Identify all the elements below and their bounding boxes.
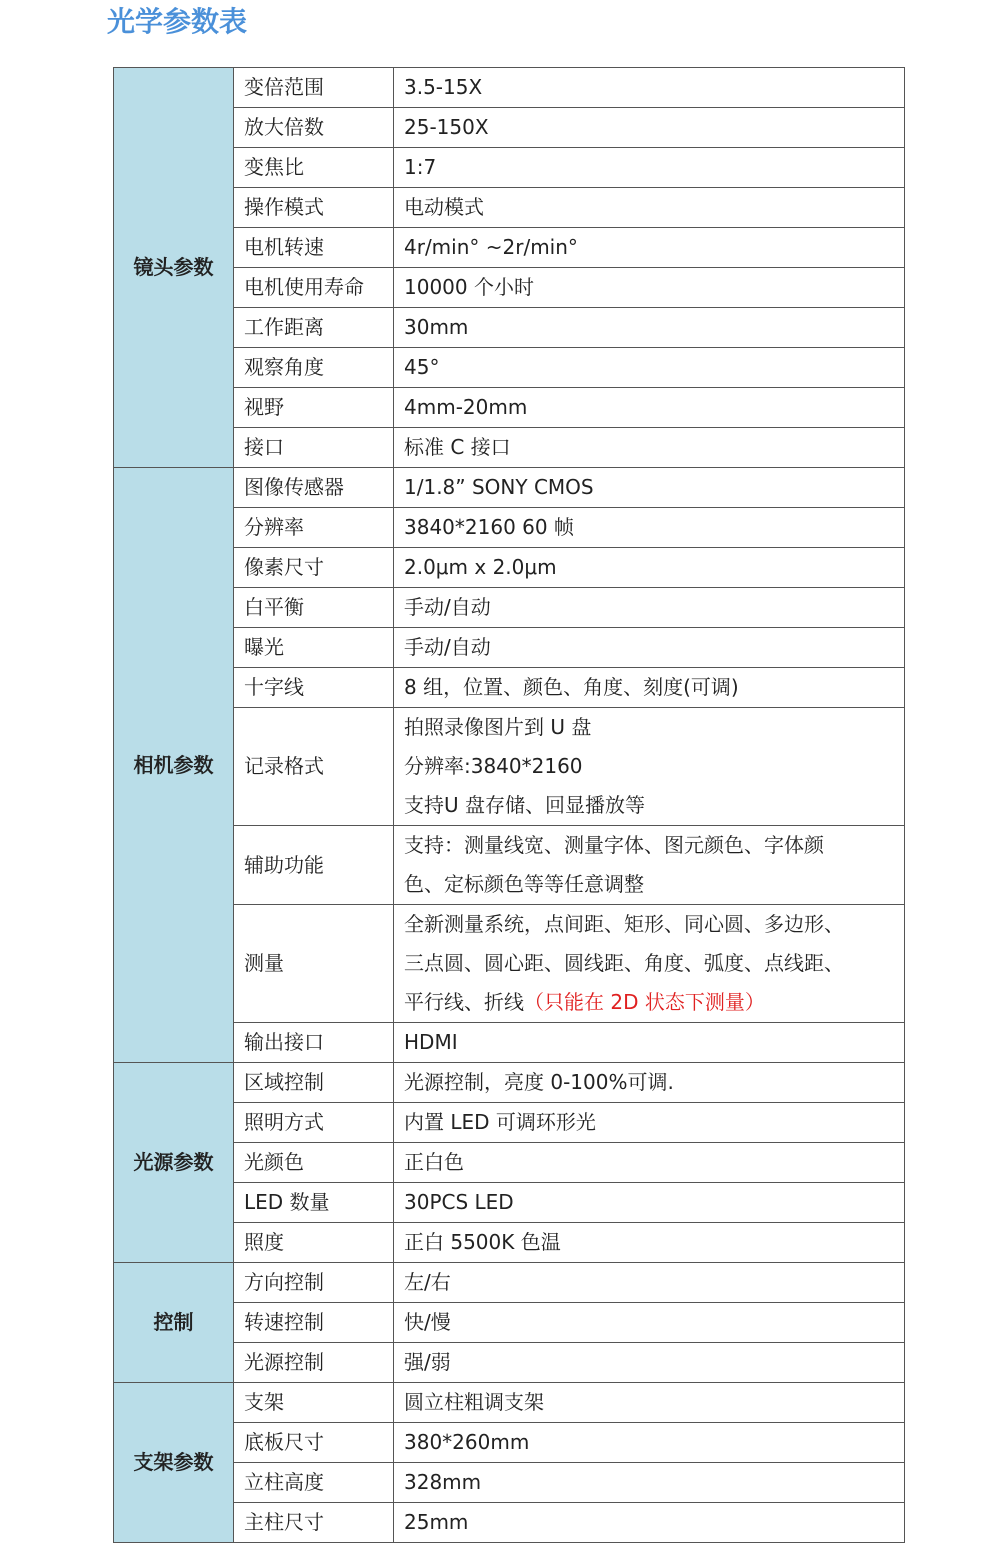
param-name: 区域控制: [234, 1063, 394, 1103]
page-title: 光学参数表: [107, 5, 248, 38]
param-name: 记录格式: [234, 708, 394, 826]
param-name: 分辨率: [234, 508, 394, 548]
param-name: 电机转速: [234, 228, 394, 268]
spec-table: [113, 67, 905, 1543]
param-name: 转速控制: [234, 1303, 394, 1343]
param-name: 观察角度: [234, 348, 394, 388]
param-value-line: 拍照录像图片到 U 盘: [404, 715, 592, 739]
param-value: 手动/自动: [394, 588, 905, 628]
param-value: 25mm: [394, 1503, 905, 1543]
group-label: 相机参数: [114, 468, 234, 1063]
param-value: 8 组，位置、颜色、角度、刻度(可调): [394, 668, 905, 708]
param-value: 30mm: [394, 308, 905, 348]
param-name: 图像传感器: [234, 468, 394, 508]
table-row: [114, 1063, 905, 1103]
param-value: 1:7: [394, 148, 905, 188]
param-name: 视野: [234, 388, 394, 428]
param-value: 正白色: [394, 1143, 905, 1183]
group-label: 镜头参数: [114, 68, 234, 468]
group-label: 支架参数: [114, 1383, 234, 1543]
param-name: LED 数量: [234, 1183, 394, 1223]
param-name: 变焦比: [234, 148, 394, 188]
spec-table-body: [114, 68, 905, 1543]
param-name: 支架: [234, 1383, 394, 1423]
param-value: 强/弱: [394, 1343, 905, 1383]
param-value: 10000 个小时: [394, 268, 905, 308]
param-value: 圆立柱粗调支架: [394, 1383, 905, 1423]
table-row: [114, 68, 905, 108]
param-value: [394, 826, 905, 905]
param-value: 电动模式: [394, 188, 905, 228]
param-name: 底板尺寸: [234, 1423, 394, 1463]
param-value-text: 平行线、折线: [404, 990, 524, 1014]
param-value: 光源控制，亮度 0-100%可调.: [394, 1063, 905, 1103]
param-value: 正白 5500K 色温: [394, 1223, 905, 1263]
group-label: 光源参数: [114, 1063, 234, 1263]
param-value-line: 分辨率:3840*2160: [404, 754, 583, 778]
param-name: 主柱尺寸: [234, 1503, 394, 1543]
measure-note: （只能在 2D 状态下测量）: [524, 990, 765, 1014]
table-row: [114, 468, 905, 508]
param-name: 输出接口: [234, 1023, 394, 1063]
param-value: 45°: [394, 348, 905, 388]
param-name: 接口: [234, 428, 394, 468]
table-row: [114, 1263, 905, 1303]
param-name: 白平衡: [234, 588, 394, 628]
param-value: 内置 LED 可调环形光: [394, 1103, 905, 1143]
param-value: 4mm-20mm: [394, 388, 905, 428]
param-name: 操作模式: [234, 188, 394, 228]
param-value: 3840*2160 60 帧: [394, 508, 905, 548]
param-value: 25-150X: [394, 108, 905, 148]
param-value-line: 全新测量系统，点间距、矩形、同心圆、多边形、: [404, 912, 844, 936]
param-name: 方向控制: [234, 1263, 394, 1303]
param-name: 照度: [234, 1223, 394, 1263]
param-value: 1/1.8” SONY CMOS: [394, 468, 905, 508]
param-name: 立柱高度: [234, 1463, 394, 1503]
param-value: 380*260mm: [394, 1423, 905, 1463]
param-value-line: 支持U 盘存储、回显播放等: [404, 793, 645, 817]
param-value: 328mm: [394, 1463, 905, 1503]
param-value: 3.5-15X: [394, 68, 905, 108]
param-value: [394, 708, 905, 826]
param-name: 辅助功能: [234, 826, 394, 905]
param-value-line: 色、定标颜色等等任意调整: [404, 872, 644, 896]
param-value-line: 三点圆、圆心距、圆线距、角度、弧度、点线距、: [404, 951, 844, 975]
param-name: 十字线: [234, 668, 394, 708]
param-value: 标准 C 接口: [394, 428, 905, 468]
table-row: [114, 1383, 905, 1423]
param-value: 30PCS LED: [394, 1183, 905, 1223]
param-name: 工作距离: [234, 308, 394, 348]
param-name: 放大倍数: [234, 108, 394, 148]
param-value: 手动/自动: [394, 628, 905, 668]
param-value-line: 支持：测量线宽、测量字体、图元颜色、字体颜: [404, 833, 824, 857]
param-name: 照明方式: [234, 1103, 394, 1143]
param-name: 像素尺寸: [234, 548, 394, 588]
param-name: 光颜色: [234, 1143, 394, 1183]
param-name: 曝光: [234, 628, 394, 668]
param-value: HDMI: [394, 1023, 905, 1063]
param-name: 变倍范围: [234, 68, 394, 108]
param-name: 电机使用寿命: [234, 268, 394, 308]
param-value: 4r/min° ~2r/min°: [394, 228, 905, 268]
param-name: 测量: [234, 905, 394, 1023]
group-label: 控制: [114, 1263, 234, 1383]
param-value: 快/慢: [394, 1303, 905, 1343]
param-value: [394, 905, 905, 1023]
param-value: 2.0μm x 2.0μm: [394, 548, 905, 588]
param-name: 光源控制: [234, 1343, 394, 1383]
param-value-line: [404, 983, 894, 1022]
param-value: 左/右: [394, 1263, 905, 1303]
